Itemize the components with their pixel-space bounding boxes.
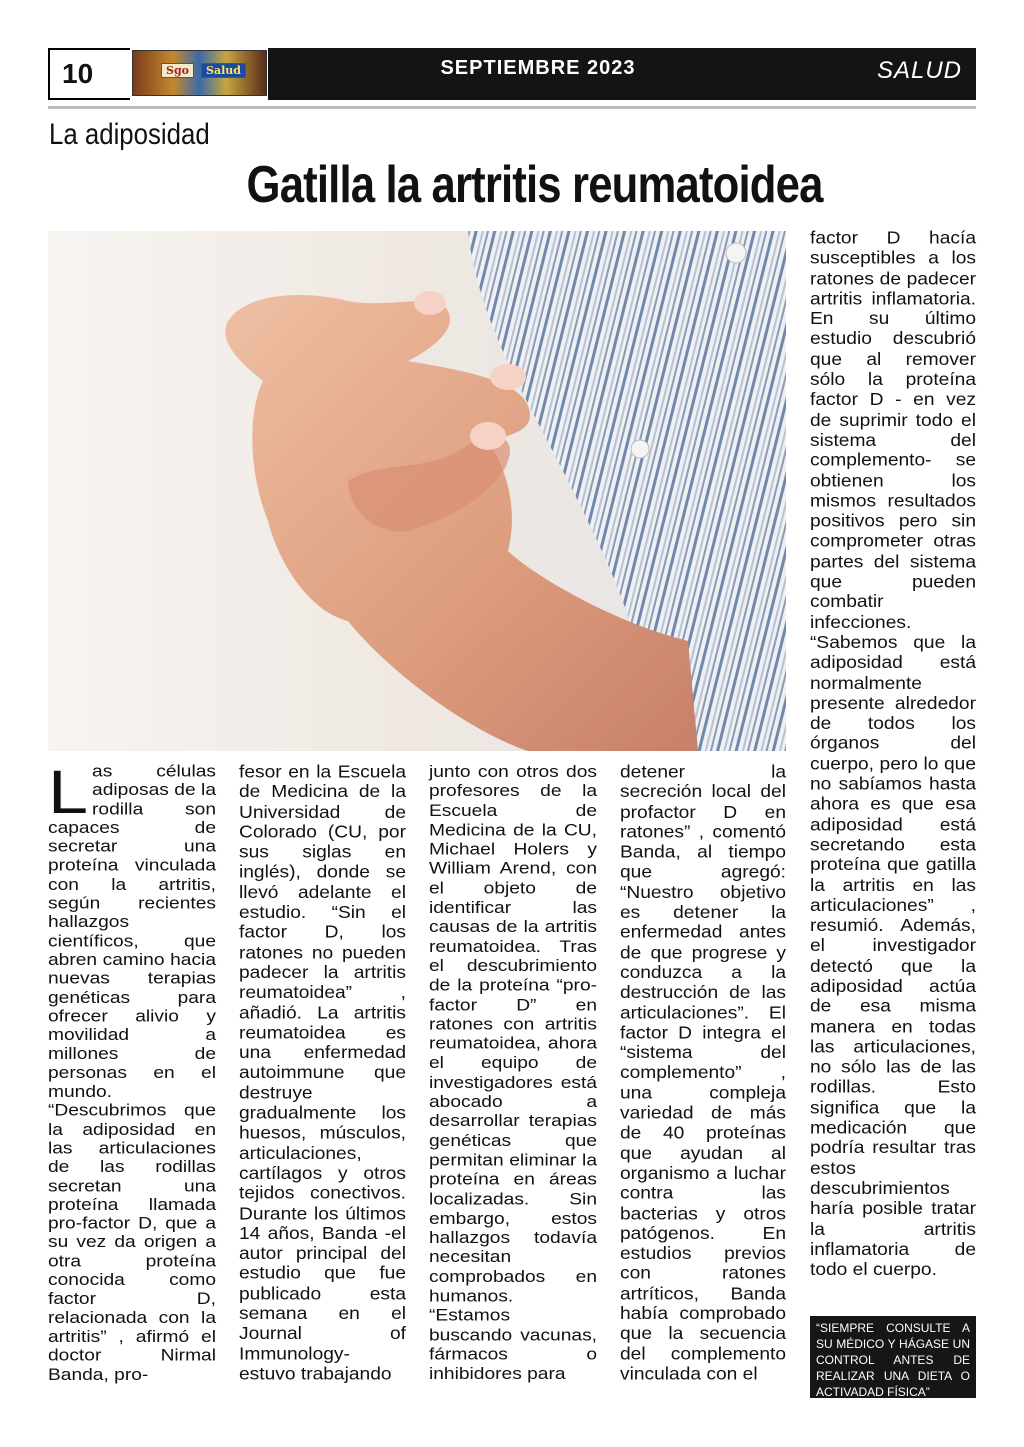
column-4-text: detener la secreción local del profactor D en ratones” , comentó Banda, al tiempo que agregó: “Nuestro objetivo es detener la enfermedad antes de que progrese y conduzca a la destrucción de las articulaciones”. El factor D integra el “sistema del complemento” , una compleja variedad de más de 40 proteínas que ayudan al organismo a luchar contra las bacterias y otros patógenos. En estudios previos con ratones artríticos, Banda había comprobado que la secuencia del complemento vinculada con el (620, 763, 786, 1384)
article-photo-hands (48, 231, 786, 751)
header-rule (48, 106, 976, 109)
article-headline: Gatilla la artritis reumatoidea (246, 156, 823, 214)
logo-text-left: Sgo (161, 63, 194, 78)
column-1-text: as células adiposas de la rodilla son capaces de secretar una proteína vinculada con la artritis, según recientes hallazgos científicos, que abren camino hacia nuevas terapias genéticas para ofrecer alivio y movilidad a millones de personas en el mundo. “Descubrimos que la adiposidad en las articulaciones de las rodillas secretan una proteína llamada pro-factor D, que a su vez da origen a otra proteína conocida como factor D, relacionada con la artritis” , afirmó el doctor Nirmal Banda, pro- (48, 763, 216, 1384)
page-number: 10 (62, 58, 94, 89)
column-5-text: factor D hacía susceptibles a los ratones de padecer artritis inflamatoria. En su último estudio descubrió que al remover sólo la proteína factor D - en vez de suprimir todo el sistema del complemento- se obtienen los mismos resultados positivos pero sin comprometer otras partes del sistema que pueden combatir infecciones. “Sabemos que la adiposidad está normalmente presente alrededor de todos los órganos del cuerpo, pero lo que no sabíamos hasta ahora es que esa adiposidad está secretando esta proteína que gatilla la artritis en las articulaciones” , resumió. Además, el investigador detectó que la adiposidad actúa de esa misma manera en todas las articulaciones, no sólo las de las rodillas. Esto significa que la medicación que podría resultar tras estos descubrimientos haría posible tratar la artritis inflamatoria de todo el cuerpo. (810, 229, 976, 1280)
dropcap: L (48, 758, 89, 827)
article-column-2 (239, 763, 406, 1385)
article-column-4 (620, 763, 786, 1385)
header-bar (268, 48, 976, 100)
section-name: SALUD (876, 57, 962, 84)
issue-date: SEPTIEMBRE 2023 (440, 57, 636, 79)
article-column-3 (429, 763, 597, 1384)
shirt-button (631, 440, 649, 458)
column-3-text: junto con otros dos profesores de la Escuela de Medicina de la CU, Michael Holers y William Arend, con el objeto de identificar las causas de la artritis reumatoidea. Tras el descubrimiento de la proteína “pro-factor D” en ratones con artritis reumatoidea, ahora el equipo de investigadores está abocado a desarrollar terapias genéticas que permitan eliminar la proteína en áreas localizadas. Sin embargo, estos hallazgos todavía necesitan comprobados en humanos. “Estamos buscando vacunas, fármacos o inhibidores para (429, 763, 597, 1384)
advice-box: “SIEMPRE CONSULTE A SU MÉDICO Y HÁGASE UN CONTROL ANTES DE REALIZAR UNA DIETA O ACTIVADAD FÍSICA” (810, 1316, 976, 1398)
page-number-box (48, 48, 130, 100)
fingernail (414, 291, 446, 315)
logo-text-right: Salud (201, 63, 246, 78)
article-kicker: La adiposidad (49, 118, 210, 151)
fingernail (470, 422, 506, 450)
newspaper-logo (132, 50, 267, 96)
page-header (48, 48, 976, 100)
photo-illustration (48, 231, 786, 751)
shirt-button (726, 243, 746, 263)
article-column-5 (810, 229, 976, 1281)
column-2-text: fesor en la Escuela de Medicina de la Universidad de Colorado (CU, por sus siglas en inglés), donde se llevó adelante el estudio. “Sin el factor D, los ratones no pueden padecer la artritis reumatoidea” , añadió. La artritis reumatoidea es una enfermedad autoimmune que destruye gradualmente los huesos, músculos, articulaciones, cartílagos y otros tejidos conectivos. Durante los últimos 14 años, Banda -el autor principal del estudio que fue publicado esta semana en el Journal of Immunology- estuvo trabajando (239, 763, 406, 1384)
article-column-1 (48, 758, 216, 1385)
fingernail (490, 364, 526, 390)
